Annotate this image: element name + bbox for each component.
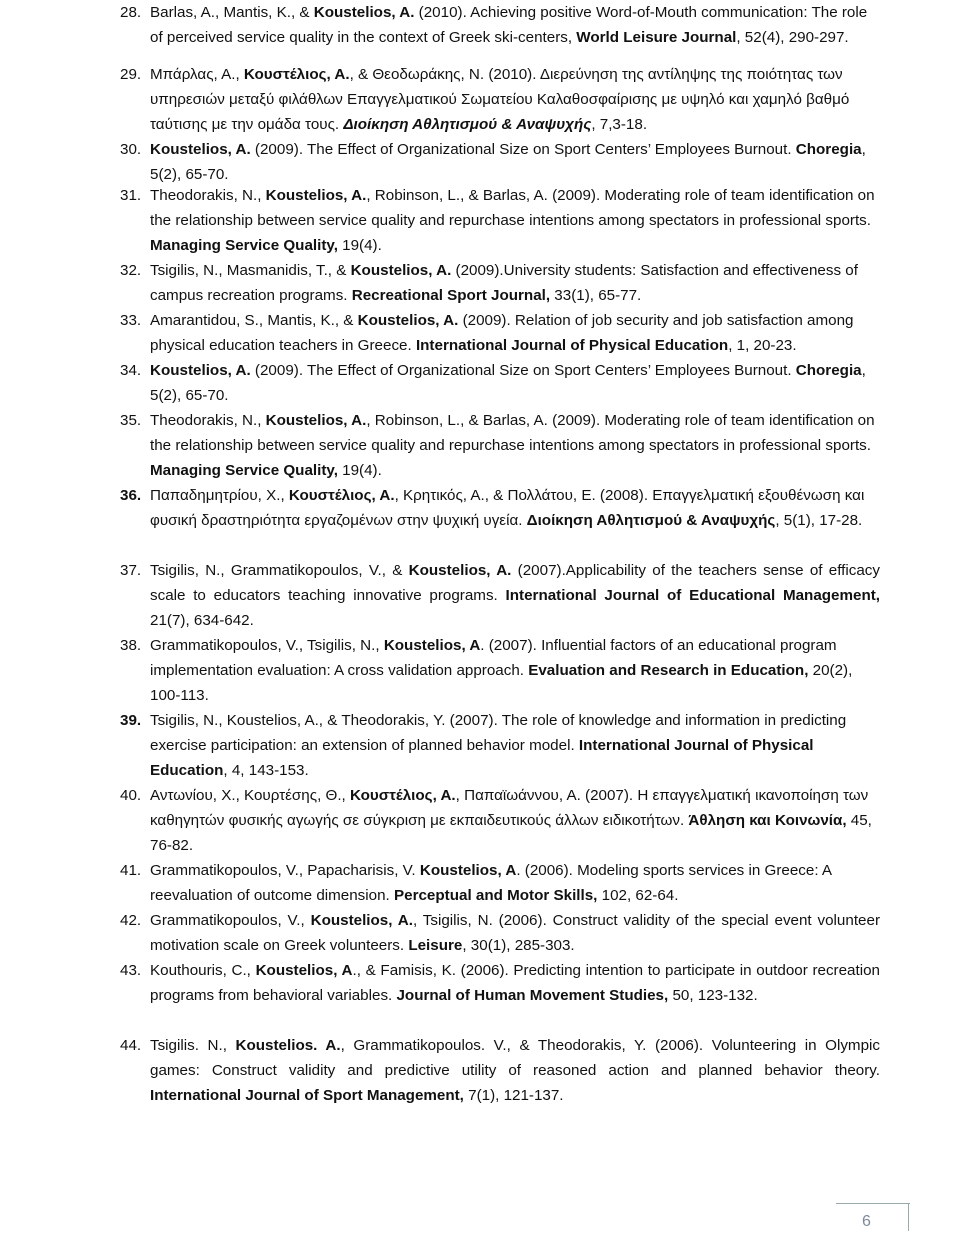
reference-text: [150, 708, 880, 783]
reference-text: [150, 258, 880, 308]
reference-segment: Tsigilis, N., Masmanidis, T., &: [150, 262, 351, 279]
reference-text: [150, 1033, 880, 1108]
reference-segment: 50, 123-132.: [668, 987, 758, 1004]
reference-text: [150, 0, 880, 50]
reference-segment: 45, 76-82.: [150, 812, 872, 854]
reference-emphasis: Κουστέλιος, Α.: [243, 66, 350, 83]
reference-emphasis: Koustelios, A.: [357, 312, 459, 329]
reference-segment: Amarantidou, S., Mantis, K., &: [150, 312, 358, 329]
reference-emphasis: Leisure: [408, 937, 463, 954]
reference-segment: (2007).Applicability of the teachers sense of efficacy scale to educators teaching innovative programs.: [150, 562, 880, 604]
reference-number: 33.: [120, 312, 142, 329]
reference-text: [150, 137, 880, 187]
reference-emphasis: International Journal of Physical Education: [415, 337, 729, 354]
reference-segment: (2009). The Effect of Organizational Size on Sport Centers’ Employees Burnout.: [250, 141, 796, 158]
reference-emphasis: Koustelios, A: [255, 962, 353, 979]
reference-segment: 102, 62-64.: [597, 887, 679, 904]
reference-segment: Tsigilis. N.,: [150, 1037, 236, 1054]
reference-segment: (2009). The Effect of Organizational Size on Sport Centers’ Employees Burnout.: [250, 362, 796, 379]
reference-text: [150, 483, 880, 533]
reference-number: 36.: [120, 487, 142, 504]
reference-segment: 19(4).: [337, 237, 382, 254]
reference-number: 30.: [120, 141, 142, 158]
reference-text: [150, 783, 880, 858]
reference-number: 42.: [120, 912, 142, 929]
reference-emphasis: Koustelios, A.: [265, 412, 367, 429]
reference-emphasis: Κουστέλιος, Α.: [349, 787, 456, 804]
reference-emphasis: Koustelios. A.: [235, 1037, 341, 1054]
reference-segment: (2010). Achieving positive Word-of-Mouth communication: The role of perceived service quality in the context of Greek ski-centers,: [150, 4, 868, 46]
reference-emphasis: International Journal of Physical Education: [150, 737, 814, 779]
reference-segment: , 1, 20-23.: [728, 337, 797, 354]
reference-emphasis: Άθληση και Κοινωνία,: [688, 812, 847, 829]
reference-number: 37.: [120, 562, 142, 579]
reference-segment: Αντωνίου, Χ., Κουρτέσης, Θ.,: [150, 787, 350, 804]
reference-emphasis: Koustelios, A.: [350, 262, 452, 279]
reference-emphasis: Koustelios, A.: [313, 4, 415, 21]
reference-segment: Tsigilis, N., Koustelios, A., & Theodorakis, Y. (2007). The role of knowledge and information in predicting exercise participation: an extension of planned behavior model.: [150, 712, 847, 754]
reference-segment: , Robinson, L., & Barlas, A. (2009). Moderating role of team identification on the relationship between service quality and repurchase intentions among spectators in professional sports.: [150, 187, 875, 229]
reference-segment: , Grammatikopoulos. V., & Theodorakis, Y. (2006). Volunteering in Olympic games: Construct validity and predictive utility of reasoned action and planned behavior theory.: [150, 1037, 880, 1079]
reference-item: [120, 408, 880, 483]
reference-text: [150, 308, 880, 358]
reference-number: 28.: [120, 4, 142, 21]
reference-text: [150, 633, 880, 708]
reference-emphasis: Κουστέλιος, Α.: [288, 487, 395, 504]
reference-segment: Παπαδημητρίου, Χ.,: [150, 487, 289, 504]
reference-text: [150, 183, 880, 258]
reference-number: 38.: [120, 637, 142, 654]
reference-segment: , 4, 143-153.: [223, 762, 309, 779]
reference-segment: . (2006). Modeling sports services in Greece: A reevaluation of outcome dimension.: [150, 862, 832, 904]
reference-item: [120, 633, 880, 708]
reference-emphasis: Recreational Sport Journal,: [351, 287, 551, 304]
reference-item: [120, 858, 880, 908]
reference-segment: Tsigilis, N., Grammatikopoulos, V., &: [150, 562, 409, 579]
reference-number: 44.: [120, 1037, 142, 1054]
reference-item: [120, 958, 880, 1008]
reference-item: [120, 137, 880, 187]
reference-emphasis: Koustelios, A.: [150, 141, 251, 158]
reference-item: [120, 0, 880, 50]
reference-emphasis: World Leisure Journal: [576, 29, 737, 46]
reference-emphasis: Choregia: [795, 362, 862, 379]
reference-segment: , 5(1), 17-28.: [775, 512, 863, 529]
reference-item: [120, 308, 880, 358]
reference-text: [150, 858, 880, 908]
reference-segment: 19(4).: [337, 462, 382, 479]
reference-number: 35.: [120, 412, 142, 429]
reference-item: [120, 358, 880, 408]
reference-segment: Grammatikopoulos, V., Tsigilis, N.,: [150, 637, 384, 654]
reference-segment: Kouthouris, C.,: [150, 962, 256, 979]
reference-text: [150, 958, 880, 1008]
reference-emphasis: Perceptual and Motor Skills,: [394, 887, 598, 904]
reference-emphasis: International Journal of Sport Management,: [150, 1087, 464, 1104]
reference-number: 43.: [120, 962, 142, 979]
reference-text: [150, 558, 880, 633]
reference-segment: (2009). Relation of job security and job satisfaction among physical education teachers in Greece.: [150, 312, 854, 354]
page-number-rule: [836, 1203, 910, 1204]
reference-segment: . (2007). Influential factors of an educational program implementation evaluation: A cross validation approach.: [150, 637, 837, 679]
reference-emphasis: Koustelios, A.: [408, 562, 512, 579]
reference-emphasis: Koustelios, A.: [265, 187, 367, 204]
reference-emphasis: Διοίκηση Αθλητισμού & Αναψυχής: [526, 512, 776, 529]
reference-emphasis: Choregia: [795, 141, 862, 158]
reference-emphasis: Managing Service Quality,: [150, 237, 338, 254]
reference-item: [120, 183, 880, 258]
reference-number: 40.: [120, 787, 142, 804]
reference-item: [120, 258, 880, 308]
reference-emphasis: International Journal of Educational Management,: [505, 587, 880, 604]
reference-segment: , 7,3-18.: [591, 116, 648, 133]
reference-segment: Grammatikopoulos, V., Papacharisis, V.: [150, 862, 420, 879]
reference-segment: Theodorakis, N.,: [150, 412, 266, 429]
reference-number: 34.: [120, 362, 142, 379]
reference-item: [120, 708, 880, 783]
reference-segment: Μπάρλας, Α.,: [150, 66, 244, 83]
page-number: 6: [862, 1213, 871, 1230]
reference-text: [150, 408, 880, 483]
reference-segment: 20(2), 100-113.: [150, 662, 853, 704]
reference-segment: , Robinson, L., & Barlas, A. (2009). Moderating role of team identification on the relationship between service quality and repurchase intentions among spectators in professional sports.: [150, 412, 875, 454]
reference-segment: , Κρητικός, Α., & Πολλάτου, Ε. (2008). Επαγγελματική εξουθένωση και φυσική δραστηριότητα εργαζομένων στην ψυχική υγεία.: [150, 487, 865, 529]
reference-emphasis: Managing Service Quality,: [150, 462, 338, 479]
reference-segment: Theodorakis, N.,: [150, 187, 266, 204]
reference-text: [150, 358, 880, 408]
reference-number: 39.: [120, 712, 142, 729]
reference-segment: , & Θεοδωράκης, Ν. (2010). Διερεύνηση της αντίληψης της ποιότητας των υπηρεσιών μεταξύ φιλάθλων Επαγγελματικού Σωματείου Καλαθοσφαίρισης με υψηλό και χαμηλό βαθμό ταύτισης με την ομάδα τους.: [150, 66, 850, 133]
reference-segment: Barlas, A., Mantis, K., &: [150, 4, 314, 21]
reference-segment: 21(7), 634-642.: [150, 612, 254, 629]
reference-text: [150, 908, 880, 958]
reference-emphasis: Διοίκηση Αθλητισμού & Αναψυχής: [343, 116, 592, 133]
reference-emphasis: Journal of Human Movement Studies,: [396, 987, 669, 1004]
reference-item: [120, 62, 880, 137]
reference-segment: , 5(2), 65-70.: [150, 141, 866, 183]
reference-segment: 7(1), 121-137.: [463, 1087, 564, 1104]
reference-number: 41.: [120, 862, 142, 879]
reference-number: 29.: [120, 66, 142, 83]
reference-segment: , 52(4), 290-297.: [736, 29, 849, 46]
reference-segment: , Παπαϊωάννου, Α. (2007). Η επαγγελματική ικανοποίηση των καθηγητών φυσικής αγωγής σε σύγκριση με εκπαιδευτικούς άλλων ειδικοτήτων.: [150, 787, 869, 829]
reference-text: [150, 62, 880, 137]
page-number-box: [836, 1203, 909, 1231]
reference-segment: Grammatikopoulos, V.,: [150, 912, 311, 929]
reference-emphasis: Koustelios, A: [383, 637, 481, 654]
reference-segment: 33(1), 65-77.: [550, 287, 642, 304]
reference-item: [120, 558, 880, 633]
reference-emphasis: Evaluation and Research in Education,: [528, 662, 809, 679]
reference-segment: , Tsigilis, N. (2006). Construct validity of the special event volunteer motivation scale on Greek volunteers.: [150, 912, 880, 954]
reference-emphasis: Koustelios, A.: [150, 362, 251, 379]
reference-item: [120, 1033, 880, 1108]
reference-segment: , 30(1), 285-303.: [462, 937, 575, 954]
reference-segment: , 5(2), 65-70.: [150, 362, 866, 404]
reference-segment: ., & Famisis, K. (2006). Predicting intention to participate in outdoor recreation programs from behavioral variables.: [150, 962, 880, 1004]
reference-item: [120, 483, 880, 533]
reference-item: [120, 908, 880, 958]
reference-emphasis: Koustelios, A: [419, 862, 517, 879]
reference-item: [120, 783, 880, 858]
reference-number: 31.: [120, 187, 142, 204]
reference-segment: (2009).University students: Satisfaction and effectiveness of campus recreation programs.: [150, 262, 858, 304]
reference-emphasis: Koustelios, A.: [310, 912, 413, 929]
reference-number: 32.: [120, 262, 142, 279]
